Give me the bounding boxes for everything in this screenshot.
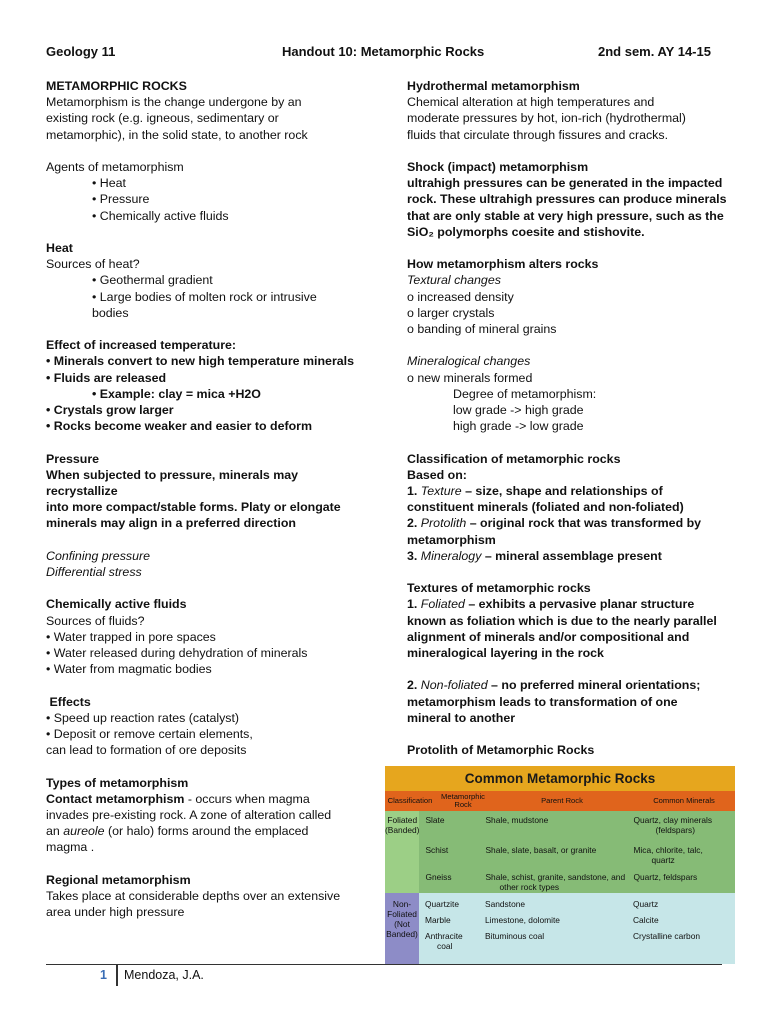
text-line: rock. These ultrahigh pressures can produce minerals <box>407 192 727 207</box>
text-fragment: Shale, schist, granite, sandstone, and <box>485 872 626 882</box>
degree-item: low grade -> high grade <box>453 403 584 418</box>
text-fragment: – size, shape and relationships of <box>461 484 663 499</box>
parent-cell: Sandstone <box>485 899 526 909</box>
label-line: Foliated <box>387 815 418 825</box>
right-column <box>407 78 727 758</box>
text-line: mineralogical layering in the rock <box>407 646 604 661</box>
differential-stress: Differential stress <box>46 565 142 580</box>
page-number: 1 <box>100 968 107 982</box>
text-fragment: an <box>46 824 64 839</box>
text-fragment: other rock types <box>499 882 560 892</box>
text-line: known as foliation which is due to the nearly parallel <box>407 613 717 628</box>
parent-cell: Limestone, dolomite <box>485 915 560 925</box>
text-line <box>407 483 727 499</box>
shock-heading: Shock (impact) metamorphism <box>407 160 589 174</box>
definition-line: Metamorphism is the change undergone by an <box>46 95 302 110</box>
text-line: mineral to another <box>407 710 516 725</box>
contact-line <box>46 791 366 807</box>
table-row <box>419 811 735 842</box>
protolith-term: Protolith <box>420 516 467 531</box>
text-line: into more compact/stable forms. Platy or elongate <box>46 500 341 515</box>
confining-pressure: Confining pressure <box>46 548 151 563</box>
text-line: Sources of fluids? <box>46 613 145 628</box>
text-line: moderate pressures by hot, ion-rich (hydrothermal) <box>407 111 686 126</box>
header-title: Handout 10: Metamorphic Rocks <box>282 44 485 59</box>
table-row <box>419 931 735 955</box>
text-fragment: 1. <box>407 597 421 612</box>
text-fragment: – mineral assemblage present <box>481 548 662 563</box>
text-fragment: Quartz, clay minerals <box>633 815 713 825</box>
minerals-cell <box>627 845 735 872</box>
table-row <box>419 899 735 915</box>
text-line: metamorphism leads to transformation of one <box>407 694 678 709</box>
table-header-row <box>385 791 735 811</box>
label-line: Non-Foliated <box>387 899 417 919</box>
text-fragment: Mica, chlorite, talc, <box>633 845 703 855</box>
agents-heading: Agents of metamorphism <box>46 160 184 174</box>
rock-cell: Schist <box>425 845 449 855</box>
list-item: • Fluids are released <box>46 370 167 385</box>
list-item: • Geothermal gradient <box>92 273 213 288</box>
mineralogy-term: Mineralogy <box>420 548 482 563</box>
text-line <box>407 596 727 612</box>
list-item: • Deposit or remove certain elements, <box>46 727 253 742</box>
minerals-cell <box>627 815 735 842</box>
footer-author: Mendoza, J.A. <box>124 968 204 982</box>
text-line: recrystallize <box>46 484 118 499</box>
rock-cell: Slate <box>425 815 445 825</box>
list-item: • Water from magmatic bodies <box>46 662 212 677</box>
text-line: metamorphism <box>407 532 496 547</box>
header-semester: 2nd sem. AY 14-15 <box>598 44 711 59</box>
metamorphic-rocks-table <box>385 766 735 964</box>
list-item: • Rocks become weaker and easier to deform <box>46 419 313 434</box>
types-heading: Types of metamorphism <box>46 775 189 790</box>
label-line: (Banded) <box>385 825 420 835</box>
list-item: • Crystals grow larger <box>46 403 174 418</box>
text-line: When subjected to pressure, minerals may <box>46 467 299 482</box>
non-foliated-term: Non-foliated <box>420 678 488 693</box>
non-foliated-label <box>385 893 419 964</box>
text-line <box>46 823 366 839</box>
text-line: Takes place at considerable depths over an extensive <box>46 889 341 904</box>
text-fragment: Anthracite <box>425 931 463 941</box>
text-line: Sources of heat? <box>46 257 140 272</box>
label-line: (Not <box>394 919 410 929</box>
text-line <box>407 515 727 531</box>
text-line: invades pre-existing rock. A zone of alteration called <box>46 808 332 823</box>
header-common-minerals: Common Minerals <box>653 795 715 805</box>
header-classification: Classification <box>387 795 433 805</box>
list-item: • Water released during dehydration of minerals <box>46 646 308 661</box>
list-item-continuation: bodies <box>92 305 129 320</box>
text-line <box>407 677 727 693</box>
list-item: • Minerals convert to new high temperature minerals <box>46 354 354 369</box>
list-item: o larger crystals <box>407 305 495 320</box>
list-item: • Water trapped in pore spaces <box>46 629 216 644</box>
table-row <box>419 915 735 931</box>
list-item: o banding of mineral grains <box>407 322 557 337</box>
text-line: ultrahigh pressures can be generated in the impacted <box>407 176 723 191</box>
list-item: o increased density <box>407 289 514 304</box>
foliated-label <box>385 811 419 893</box>
list-item: • Pressure <box>92 192 150 207</box>
text-fragment: – no preferred mineral orientations; <box>487 678 701 693</box>
hydrothermal-heading: Hydrothermal metamorphism <box>407 79 580 93</box>
rock-cell: Gneiss <box>425 872 452 882</box>
text-line: SiO₂ polymorphs coesite and stishovite. <box>407 224 645 239</box>
text-fragment: 3. <box>407 548 421 563</box>
list-item: • Chemically active fluids <box>92 208 229 223</box>
classification-heading: Classification of metamorphic rocks <box>407 451 621 466</box>
left-column <box>46 78 366 920</box>
text-line: that are only stable at very high pressure, such as the <box>407 208 724 223</box>
effects-heading: Effects <box>46 694 91 709</box>
section-title: METAMORPHIC ROCKS <box>46 79 187 93</box>
how-heading: How metamorphism alters rocks <box>407 257 599 272</box>
text-fragment: (feldspars) <box>655 825 696 835</box>
text-fragment: 2. <box>407 516 421 531</box>
rock-cell <box>419 931 481 955</box>
text-fragment: – original rock that was transformed by <box>466 516 702 531</box>
mineralogical-changes: Mineralogical changes <box>407 354 531 369</box>
rock-cell: Quartzite <box>425 899 459 909</box>
rock-cell: Marble <box>425 915 451 925</box>
non-foliated-group <box>385 893 735 964</box>
text-line: Based on: <box>407 467 467 482</box>
definition-line: existing rock (e.g. igneous, sedimentary or <box>46 111 279 126</box>
text-line <box>407 548 727 564</box>
minerals-cell: Crystalline carbon <box>633 931 701 941</box>
label-line: Banded) <box>386 929 418 939</box>
footer-separator <box>116 964 118 986</box>
regional-heading: Regional metamorphism <box>46 872 191 887</box>
text-line: constituent minerals (foliated and non-foliated) <box>407 500 684 515</box>
text-fragment: 2. <box>407 678 421 693</box>
fluids-heading: Chemically active fluids <box>46 597 187 612</box>
pressure-heading: Pressure <box>46 451 100 466</box>
table-title: Common Metamorphic Rocks <box>385 766 735 791</box>
parent-cell: Shale, slate, basalt, or granite <box>485 845 597 855</box>
minerals-cell: Quartz <box>633 899 659 909</box>
parent-cell: Bituminous coal <box>485 931 545 941</box>
parent-cell: Shale, mudstone <box>485 815 549 825</box>
list-item: • Example: clay = mica +H2O <box>92 386 261 401</box>
text-fragment: quartz <box>651 855 675 865</box>
list-item: o new minerals formed <box>407 370 533 385</box>
text-line: area under high pressure <box>46 905 185 920</box>
texture-term: Texture <box>420 484 462 499</box>
footer-divider <box>46 964 722 965</box>
list-item: • Large bodies of molten rock or intrusive <box>92 289 317 304</box>
text-line: alignment of minerals and/or compositional and <box>407 629 690 644</box>
degree-item: high grade -> low grade <box>453 419 584 434</box>
text-line: Chemical alteration at high temperatures and <box>407 95 655 110</box>
header-metamorphic-rock: Metamorphic Rock <box>441 791 485 809</box>
text-fragment: coal <box>437 941 453 951</box>
list-item: • Heat <box>92 176 126 191</box>
text-line: magma . <box>46 840 95 855</box>
list-item: • Speed up reaction rates (catalyst) <box>46 710 240 725</box>
text-line: minerals may align in a preferred direction <box>46 516 296 531</box>
contact-term: Contact metamorphism <box>46 791 185 806</box>
minerals-cell: Quartz, feldspars <box>633 872 698 882</box>
definition-line: metamorphic), in the solid state, to another rock <box>46 127 308 142</box>
textures-heading: Textures of metamorphic rocks <box>407 581 591 596</box>
heat-heading: Heat <box>46 241 73 255</box>
contact-text: - occurs when magma <box>184 791 310 806</box>
protolith-heading: Protolith of Metamorphic Rocks <box>407 743 595 758</box>
degree-heading: Degree of metamorphism: <box>453 386 597 401</box>
table-row <box>419 842 735 872</box>
header-course: Geology 11 <box>46 44 116 59</box>
text-fragment: (or halo) forms around the emplaced <box>104 824 309 839</box>
foliated-group <box>385 811 735 893</box>
text-fragment: 1. <box>407 484 421 499</box>
minerals-cell: Calcite <box>633 915 659 925</box>
text-line: can lead to formation of ore deposits <box>46 743 247 758</box>
foliated-term: Foliated <box>420 597 465 612</box>
aureole-term: aureole <box>63 824 105 839</box>
header-parent-rock: Parent Rock <box>541 795 583 805</box>
text-line: fluids that circulate through fissures and cracks. <box>407 127 669 142</box>
temperature-heading: Effect of increased temperature: <box>46 338 237 353</box>
text-fragment: – exhibits a pervasive planar structure <box>464 597 695 612</box>
textural-changes: Textural changes <box>407 273 501 288</box>
